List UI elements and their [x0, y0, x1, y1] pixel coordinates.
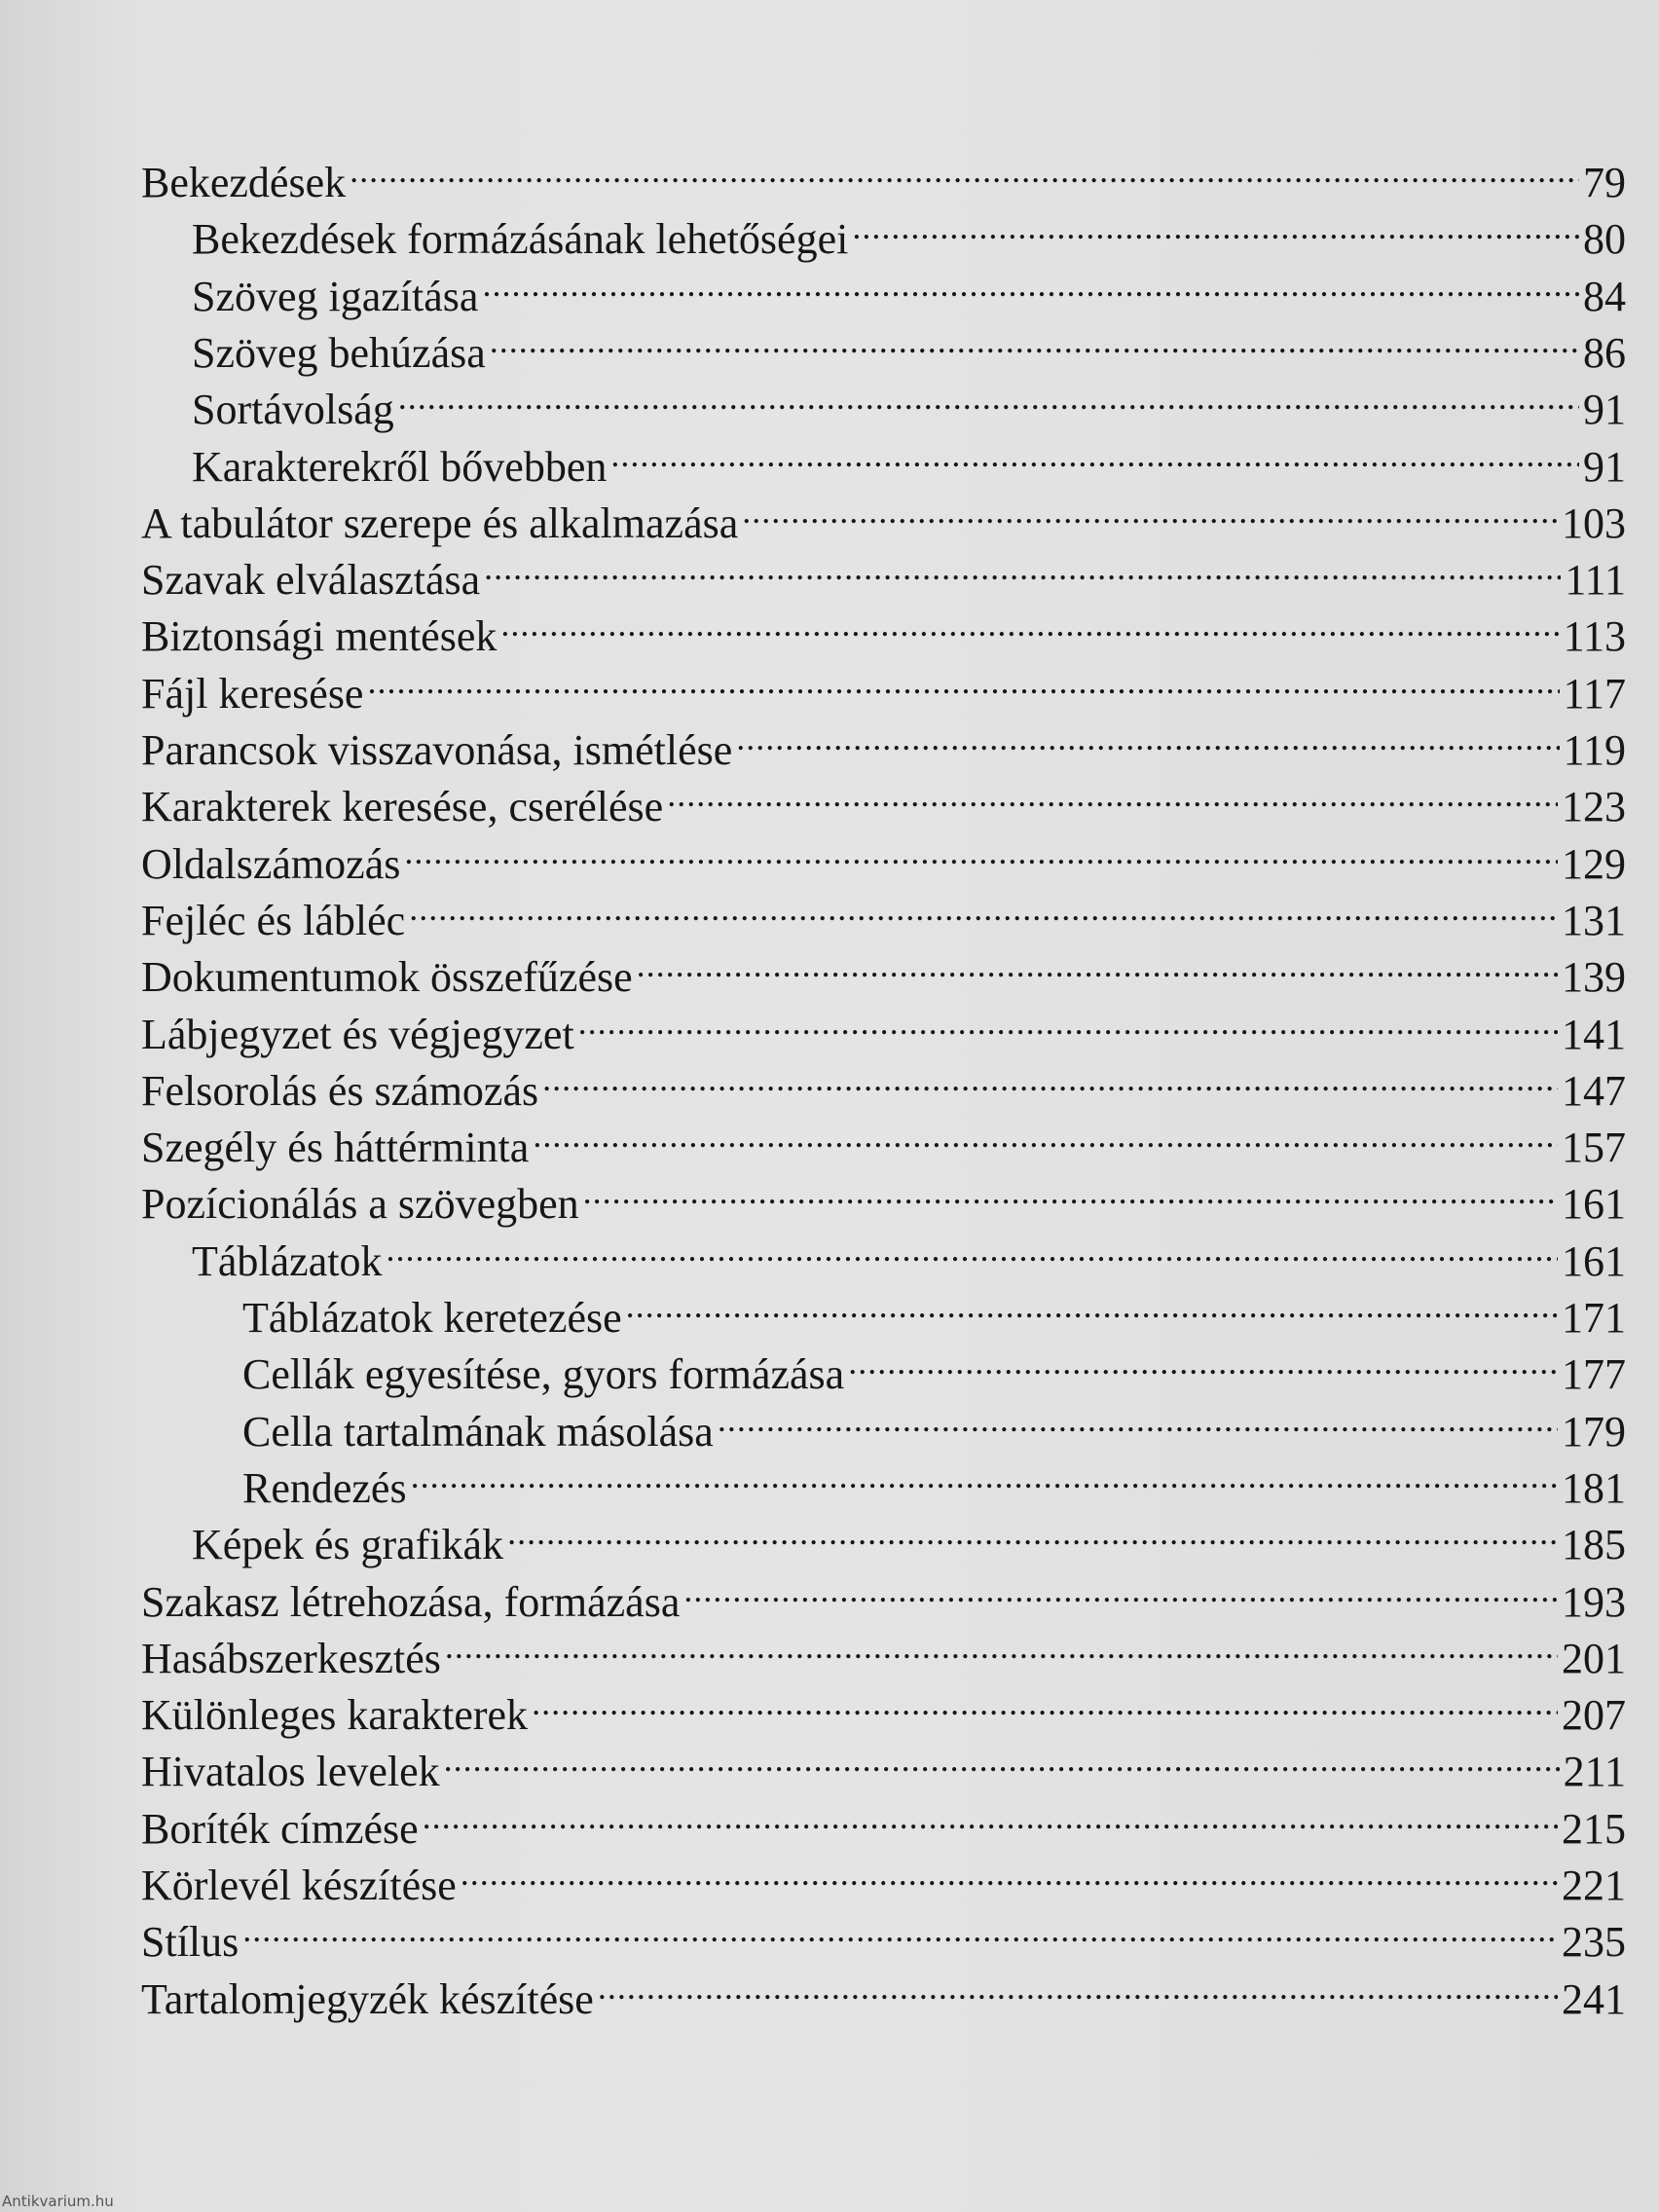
toc-entry-title: Stílus [141, 1918, 240, 1966]
toc-entry-title: Szavak elválasztása [141, 556, 481, 604]
toc-entry-title: Biztonsági mentések [141, 612, 498, 660]
toc-entry [141, 1907, 1626, 1966]
dot-leader [533, 1113, 1558, 1161]
toc-entry-page-number: 147 [1562, 1067, 1626, 1115]
toc-entry [141, 545, 1626, 604]
toc-entry-title: A tabulátor szerepe és alkalmazása [141, 499, 739, 547]
toc-entry [141, 204, 1626, 263]
toc-entry [141, 1340, 1626, 1398]
toc-entry-title: Rendezés [242, 1464, 407, 1512]
dot-leader [637, 942, 1558, 991]
dot-leader [386, 1227, 1558, 1275]
dot-leader [423, 1794, 1558, 1843]
dot-leader [683, 1567, 1558, 1616]
toc-entry-title: Hasábszerkesztés [141, 1635, 441, 1682]
toc-entry [141, 659, 1626, 718]
toc-entry [141, 1454, 1626, 1512]
toc-entry-page-number: 91 [1583, 443, 1626, 491]
toc-entry-page-number: 119 [1563, 726, 1626, 774]
toc-entry-page-number: 131 [1562, 897, 1626, 944]
toc-entry-page-number: 201 [1562, 1635, 1626, 1682]
toc-entry-title: Szakasz létrehozása, formázása [141, 1578, 681, 1626]
toc-entry-title: Táblázatok keretezése [242, 1294, 622, 1342]
dot-leader [848, 1340, 1558, 1388]
toc-entry [141, 1113, 1626, 1171]
toc-entry [141, 942, 1626, 1001]
toc-entry [141, 602, 1626, 660]
toc-entry-title: Felsorolás és számozás [141, 1067, 539, 1115]
toc-entry [141, 1056, 1626, 1115]
dot-leader [507, 1510, 1558, 1559]
table-of-contents [141, 148, 1626, 2027]
toc-entry-title: Képek és grafikák [192, 1521, 504, 1568]
toc-entry-page-number: 111 [1565, 556, 1626, 604]
dot-leader [461, 1851, 1558, 1899]
dot-leader [367, 659, 1559, 708]
dot-leader [742, 489, 1558, 537]
dot-leader [242, 1907, 1558, 1956]
toc-entry-title: Lábjegyzet és végjegyzet [141, 1011, 574, 1058]
dot-leader [626, 1283, 1558, 1332]
dot-leader [500, 602, 1559, 650]
toc-entry [141, 489, 1626, 547]
dot-leader [398, 375, 1579, 424]
dot-leader [411, 1454, 1558, 1502]
toc-entry-page-number: 179 [1562, 1408, 1626, 1456]
toc-entry [141, 1283, 1626, 1342]
toc-entry-title: Bekezdések formázásának lehetőségei [192, 215, 849, 263]
toc-entry-page-number: 113 [1563, 612, 1626, 660]
dot-leader [444, 1737, 1560, 1786]
toc-entry-title: Fejléc és lábléc [141, 897, 406, 944]
toc-entry-title: Különleges karakterek [141, 1691, 529, 1739]
toc-entry [141, 1567, 1626, 1626]
toc-entry-page-number: 207 [1562, 1691, 1626, 1739]
toc-entry-page-number: 161 [1562, 1237, 1626, 1285]
toc-entry [141, 1794, 1626, 1853]
toc-entry-page-number: 235 [1562, 1918, 1626, 1966]
toc-entry-title: Pozícionálás a szövegben [141, 1180, 579, 1228]
toc-entry-page-number: 123 [1562, 783, 1626, 830]
toc-entry-title: Cella tartalmának másolása [242, 1408, 714, 1456]
dot-leader [736, 716, 1559, 764]
toc-entry [141, 1169, 1626, 1228]
toc-entry [141, 716, 1626, 774]
dot-leader [409, 886, 1558, 935]
toc-entry-page-number: 193 [1562, 1578, 1626, 1626]
toc-entry [141, 1737, 1626, 1795]
toc-entry-page-number: 79 [1583, 159, 1626, 206]
watermark-footer: Antikvarium.hu [2, 2193, 114, 2210]
toc-entry-page-number: 185 [1562, 1521, 1626, 1568]
toc-entry [141, 148, 1626, 206]
toc-entry [141, 432, 1626, 491]
toc-entry-page-number: 181 [1562, 1464, 1626, 1512]
dot-leader [598, 1965, 1558, 2013]
dot-leader [532, 1680, 1558, 1729]
toc-entry-page-number: 161 [1562, 1180, 1626, 1228]
dot-leader [718, 1397, 1558, 1446]
toc-entry-title: Hivatalos levelek [141, 1748, 440, 1795]
dot-leader [542, 1056, 1558, 1105]
toc-entry [141, 1227, 1626, 1285]
toc-entry-page-number: 80 [1583, 215, 1626, 263]
toc-entry [141, 1680, 1626, 1739]
dot-leader [667, 772, 1558, 821]
toc-entry-page-number: 171 [1562, 1294, 1626, 1342]
toc-entry-page-number: 211 [1563, 1748, 1626, 1795]
toc-entry-title: Táblázatok [192, 1237, 383, 1285]
dot-leader [482, 262, 1579, 311]
toc-entry-page-number: 117 [1563, 670, 1626, 718]
dot-leader [578, 1000, 1558, 1049]
toc-entry [141, 375, 1626, 433]
toc-entry-title: Szöveg behúzása [192, 329, 486, 377]
toc-entry [141, 1624, 1626, 1682]
toc-entry-page-number: 129 [1562, 840, 1626, 888]
toc-entry-title: Szöveg igazítása [192, 273, 479, 320]
toc-entry [141, 1510, 1626, 1568]
dot-leader [484, 545, 1561, 594]
toc-entry-page-number: 241 [1562, 1975, 1626, 2023]
toc-entry [141, 886, 1626, 944]
toc-entry-title: Parancsok visszavonása, ismétlése [141, 726, 733, 774]
toc-entry-page-number: 221 [1562, 1862, 1626, 1909]
toc-entry-page-number: 215 [1562, 1805, 1626, 1853]
toc-entry-page-number: 103 [1562, 499, 1626, 547]
toc-entry [141, 830, 1626, 888]
toc-entry-title: Boríték címzése [141, 1805, 419, 1853]
toc-entry-title: Karakterekről bővebben [192, 443, 608, 491]
dot-leader [852, 204, 1579, 253]
toc-entry-title: Oldalszámozás [141, 840, 401, 888]
toc-entry-page-number: 86 [1583, 329, 1626, 377]
toc-entry-title: Szegély és háttérminta [141, 1124, 530, 1171]
toc-entry-title: Fájl keresése [141, 670, 364, 718]
dot-leader [490, 318, 1579, 367]
toc-entry-title: Sortávolság [192, 386, 394, 433]
toc-entry [141, 1000, 1626, 1058]
dot-leader [350, 148, 1579, 197]
dot-leader [404, 830, 1558, 878]
toc-entry-page-number: 141 [1562, 1011, 1626, 1058]
toc-entry [141, 262, 1626, 320]
toc-entry [141, 1851, 1626, 1909]
toc-entry-page-number: 139 [1562, 953, 1626, 1001]
toc-entry-page-number: 91 [1583, 386, 1626, 433]
toc-entry [141, 1397, 1626, 1456]
toc-entry [141, 772, 1626, 830]
toc-entry-title: Dokumentumok összefűzése [141, 953, 633, 1001]
toc-entry-title: Körlevél készítése [141, 1862, 457, 1909]
dot-leader [583, 1169, 1558, 1218]
toc-entry-title: Cellák egyesítése, gyors formázása [242, 1350, 845, 1398]
dot-leader [610, 432, 1579, 481]
toc-entry-page-number: 177 [1562, 1350, 1626, 1398]
toc-entry-title: Bekezdések [141, 159, 347, 206]
toc-entry-page-number: 84 [1583, 273, 1626, 320]
toc-entry-title: Karakterek keresése, cserélése [141, 783, 664, 830]
dot-leader [445, 1624, 1558, 1673]
toc-entry-title: Tartalomjegyzék készítése [141, 1975, 594, 2023]
toc-entry [141, 318, 1626, 377]
toc-entry [141, 1965, 1626, 2023]
toc-entry-page-number: 157 [1562, 1124, 1626, 1171]
